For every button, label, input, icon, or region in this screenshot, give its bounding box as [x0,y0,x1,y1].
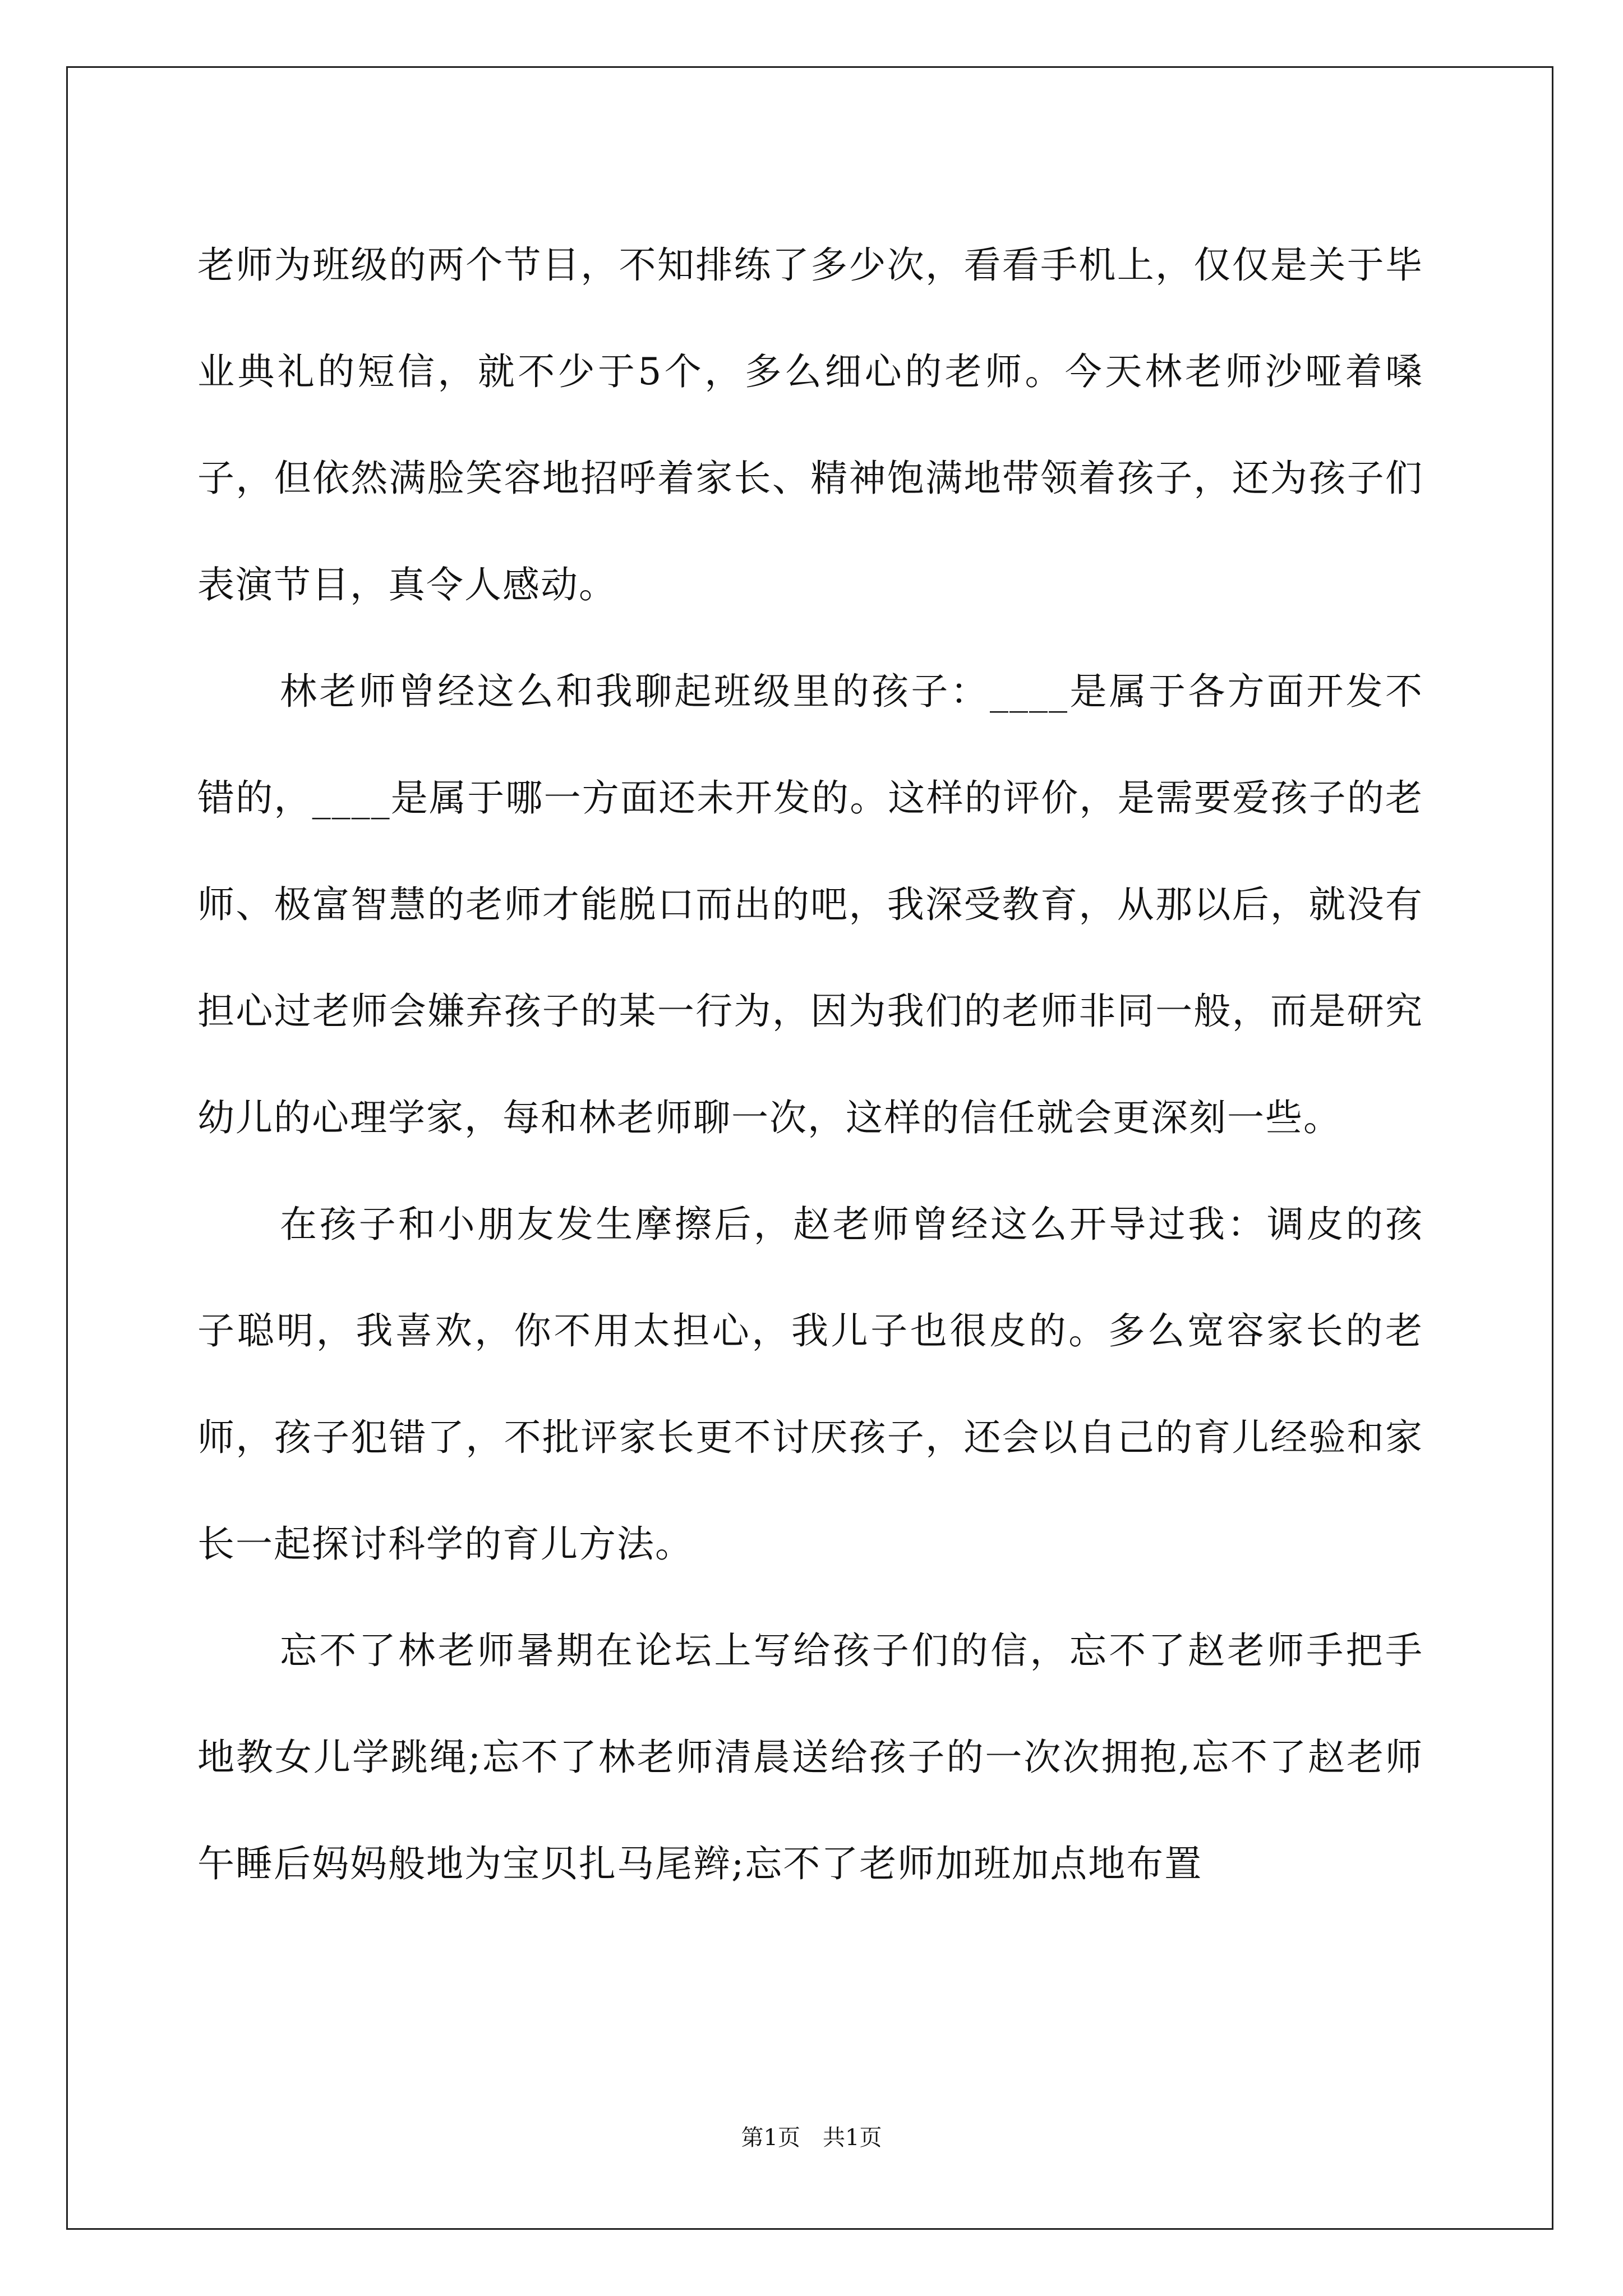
paragraph-1: 老师为班级的两个节目，不知排练了多少次，看看手机上，仅仅是关于毕业典礼的短信，就不少于5个，多么细心的老师。今天林老师沙哑着嗓子，但依然满脸笑容地招呼着家长、精神饱满地带领着孩子，还为孩子们表演节目，真令人感动。 [197,243,1423,606]
page-footer: 第1页 共1页 [741,2125,882,2151]
paragraph-3: 在孩子和小朋友发生摩擦后，赵老师曾经这么开导过我：调皮的孩子聪明，我喜欢，你不用太担心，我儿子也很皮的。多么宽容家长的老师，孩子犯错了，不批评家长更不讨厌孩子，还会以自己的育儿经验和家长一起探讨科学的育儿方法。 [197,1203,1423,1566]
paragraph-4: 忘不了林老师暑期在论坛上写给孩子们的信，忘不了赵老师手把手地教女儿学跳绳;忘不了林老师清晨送给孩子的一次次拥抱,忘不了赵老师午睡后妈妈般地为宝贝扎马尾辫;忘不了老师加班加点地布置 [197,1629,1423,1885]
paragraph-2: 林老师曾经这么和我聊起班级里的孩子：____是属于各方面开发不错的，____是属于哪一方面还未开发的。这样的评价，是需要爱孩子的老师、极富智慧的老师才能脱口而出的吧，我深受教育，从那以后，就没有担心过老师会嫌弃孩子的某一行为，因为我们的老师非同一般，而是研究幼儿的心理学家，每和林老师聊一次，这样的信任就会更深刻一些。 [197,670,1423,1139]
document-body [197,212,1423,1917]
